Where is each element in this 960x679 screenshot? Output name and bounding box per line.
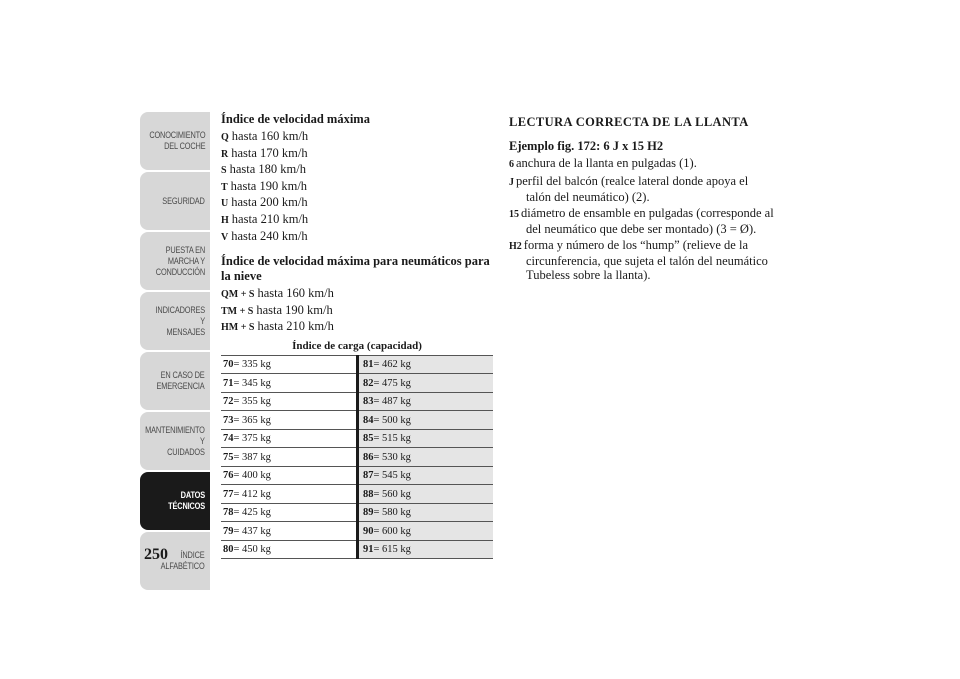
load-value: = 335 kg bbox=[233, 359, 271, 371]
speed-code: TM + S bbox=[221, 305, 254, 317]
load-index-cell bbox=[358, 466, 494, 485]
load-index-cell bbox=[358, 485, 494, 504]
load-code: 75 bbox=[223, 451, 234, 463]
speed-index-list bbox=[221, 129, 493, 245]
load-code: 79 bbox=[223, 525, 234, 537]
load-index-cell bbox=[358, 392, 494, 411]
load-index-cell bbox=[221, 503, 358, 522]
load-value: = 560 kg bbox=[373, 488, 411, 500]
tab-mantenimiento-y-cuidados[interactable] bbox=[140, 412, 210, 470]
speed-code: S bbox=[221, 165, 227, 177]
snow-speed-index-list bbox=[221, 286, 493, 336]
snow-speed-item bbox=[221, 303, 493, 320]
tab-label: CONOCIMIENTO DEL COCHE bbox=[148, 130, 205, 151]
load-index-cell bbox=[221, 540, 358, 559]
load-index-cell bbox=[358, 355, 494, 374]
load-code: 91 bbox=[363, 544, 374, 556]
speed-text: hasta 190 km/h bbox=[230, 178, 308, 193]
load-value: = 365 kg bbox=[233, 414, 271, 426]
speed-text: hasta 240 km/h bbox=[231, 228, 308, 243]
speed-item bbox=[221, 212, 493, 229]
load-index-cell bbox=[358, 411, 494, 430]
speed-text: hasta 210 km/h bbox=[257, 319, 334, 334]
load-index-row bbox=[221, 485, 493, 504]
chapter-sidebar bbox=[140, 112, 210, 592]
definition-text: diámetro de ensamble en pulgadas (corresponde al del neumático que debe ser montado) (3 = Ø). bbox=[521, 206, 774, 236]
load-index-cell bbox=[221, 429, 358, 448]
load-value: = 387 kg bbox=[233, 451, 271, 463]
rim-example-heading: Ejemplo fig. 172: 6 J x 15 H2 bbox=[509, 139, 664, 153]
load-value: = 437 kg bbox=[233, 525, 271, 537]
tab-label: SEGURIDAD bbox=[162, 195, 205, 206]
load-code: 85 bbox=[363, 433, 374, 445]
definition-text: perfil del balcón (realce lateral donde apoya el talón del neumático) (2). bbox=[516, 174, 749, 204]
speed-text: hasta 160 km/h bbox=[231, 129, 309, 143]
load-index-cell bbox=[358, 540, 494, 559]
speed-item bbox=[221, 162, 493, 179]
load-code: 73 bbox=[223, 414, 234, 426]
snow-speed-item bbox=[221, 319, 493, 336]
rim-definitions bbox=[509, 156, 774, 282]
load-code: 89 bbox=[363, 507, 374, 519]
load-code: 84 bbox=[363, 414, 374, 426]
speed-item bbox=[221, 146, 493, 163]
load-index-row bbox=[221, 503, 493, 522]
tab-conocimiento-del-coche[interactable] bbox=[140, 112, 210, 170]
tab-datos-tecnicos[interactable] bbox=[140, 472, 210, 530]
load-index-cell bbox=[221, 522, 358, 541]
load-value: = 580 kg bbox=[373, 507, 411, 519]
speed-text: hasta 190 km/h bbox=[256, 302, 333, 317]
speed-text: hasta 170 km/h bbox=[231, 145, 308, 160]
load-index-cell bbox=[221, 448, 358, 467]
load-index-row bbox=[221, 448, 493, 467]
load-code: 77 bbox=[223, 488, 234, 500]
snow-speed-item bbox=[221, 286, 493, 303]
load-index-cell bbox=[358, 448, 494, 467]
load-value: = 500 kg bbox=[373, 414, 411, 426]
load-index-row bbox=[221, 411, 493, 430]
load-value: = 600 kg bbox=[373, 525, 411, 537]
tab-label: DATOS TÉCNICOS bbox=[168, 490, 205, 511]
tab-label: PUESTA EN MARCHA Y CONDUCCIÓN bbox=[155, 244, 205, 277]
load-index-row bbox=[221, 522, 493, 541]
tab-puesta-en-marcha[interactable] bbox=[140, 232, 210, 290]
load-value: = 412 kg bbox=[233, 488, 271, 500]
tab-indicadores-y-mensajes[interactable] bbox=[140, 292, 210, 350]
load-value: = 450 kg bbox=[233, 544, 271, 556]
load-value: = 425 kg bbox=[233, 507, 271, 519]
load-index-row bbox=[221, 374, 493, 393]
load-code: 74 bbox=[223, 433, 234, 445]
definition-code: H2 bbox=[509, 241, 522, 252]
definition-text: anchura de la llanta en pulgadas (1). bbox=[516, 156, 697, 170]
page-number: 250 bbox=[144, 546, 168, 563]
speed-item bbox=[221, 129, 493, 146]
speed-code: U bbox=[221, 198, 229, 210]
load-index-cell bbox=[358, 522, 494, 541]
load-code: 78 bbox=[223, 507, 234, 519]
load-value: = 475 kg bbox=[373, 377, 411, 389]
load-code: 71 bbox=[223, 377, 234, 389]
rim-reading-title: LECTURA CORRECTA DE LA LLANTA bbox=[509, 115, 749, 129]
snow-speed-index-heading: Índice de velocidad máxima para neumáticos para la nieve bbox=[221, 254, 490, 284]
speed-code: QM + S bbox=[221, 289, 255, 301]
load-code: 83 bbox=[363, 396, 374, 408]
tab-en-caso-de-emergencia[interactable] bbox=[140, 352, 210, 410]
tab-label: MANTENIMIENTO Y CUIDADOS bbox=[145, 424, 205, 457]
load-code: 87 bbox=[363, 470, 374, 482]
tab-label: EN CASO DE EMERGENCIA bbox=[157, 370, 205, 391]
load-value: = 462 kg bbox=[373, 359, 411, 371]
load-index-cell bbox=[221, 485, 358, 504]
load-index-row bbox=[221, 392, 493, 411]
load-index-cell bbox=[358, 503, 494, 522]
speed-code: R bbox=[221, 148, 229, 160]
speed-item bbox=[221, 195, 493, 212]
load-value: = 375 kg bbox=[233, 433, 271, 445]
load-code: 70 bbox=[223, 359, 234, 371]
tab-label: ÍNDICE ALFABÉTICO bbox=[161, 550, 205, 571]
load-value: = 355 kg bbox=[233, 396, 271, 408]
speed-code: V bbox=[221, 231, 229, 243]
load-index-cell bbox=[358, 429, 494, 448]
rim-definition bbox=[509, 206, 774, 236]
speed-code: T bbox=[221, 181, 228, 193]
load-value: = 530 kg bbox=[373, 451, 411, 463]
speed-code: HM + S bbox=[221, 322, 255, 334]
load-index-table bbox=[221, 355, 493, 560]
definition-code: J bbox=[509, 177, 514, 188]
load-index-row bbox=[221, 355, 493, 374]
load-code: 80 bbox=[223, 544, 234, 556]
speed-item bbox=[221, 229, 493, 246]
definition-text: forma y número de los “hump” (relieve de la circunferencia, que sujeta el talón del neumático Tubeless sobre la llanta). bbox=[523, 238, 768, 282]
load-value: = 487 kg bbox=[373, 396, 411, 408]
load-value: = 515 kg bbox=[373, 433, 411, 445]
load-index-cell bbox=[221, 411, 358, 430]
tab-label: INDICADORES Y MENSAJES bbox=[155, 304, 205, 337]
load-value: = 345 kg bbox=[233, 377, 271, 389]
speed-code: H bbox=[221, 214, 229, 226]
speed-text: hasta 180 km/h bbox=[229, 162, 306, 177]
definition-code: 15 bbox=[509, 209, 519, 220]
speed-index-heading: Índice de velocidad máxima bbox=[221, 112, 370, 126]
speed-item bbox=[221, 179, 493, 196]
definition-code: 6 bbox=[509, 159, 514, 170]
load-index-row bbox=[221, 429, 493, 448]
speed-text: hasta 210 km/h bbox=[231, 211, 309, 226]
load-index-cell bbox=[221, 355, 358, 374]
load-code: 72 bbox=[223, 396, 234, 408]
load-value: = 615 kg bbox=[373, 544, 411, 556]
rim-definition bbox=[509, 238, 774, 282]
speed-code: Q bbox=[221, 132, 229, 143]
load-code: 82 bbox=[363, 377, 374, 389]
load-index-cell bbox=[221, 466, 358, 485]
load-code: 81 bbox=[363, 359, 374, 371]
load-value: = 400 kg bbox=[233, 470, 271, 482]
load-index-title: Índice de carga (capacidad) bbox=[292, 339, 422, 352]
load-index-cell bbox=[221, 392, 358, 411]
rim-definition bbox=[509, 156, 774, 172]
load-code: 88 bbox=[363, 488, 374, 500]
load-code: 86 bbox=[363, 451, 374, 463]
load-index-row bbox=[221, 540, 493, 559]
speed-text: hasta 200 km/h bbox=[231, 195, 308, 210]
load-code: 90 bbox=[363, 525, 374, 537]
left-column bbox=[221, 112, 493, 559]
load-index-cell bbox=[221, 374, 358, 393]
load-value: = 545 kg bbox=[373, 470, 411, 482]
speed-text: hasta 160 km/h bbox=[257, 286, 334, 301]
load-code: 76 bbox=[223, 470, 234, 482]
right-column bbox=[509, 112, 774, 284]
load-index-row bbox=[221, 466, 493, 485]
load-index-cell bbox=[358, 374, 494, 393]
rim-definition bbox=[509, 174, 774, 204]
tab-seguridad[interactable] bbox=[140, 172, 210, 230]
